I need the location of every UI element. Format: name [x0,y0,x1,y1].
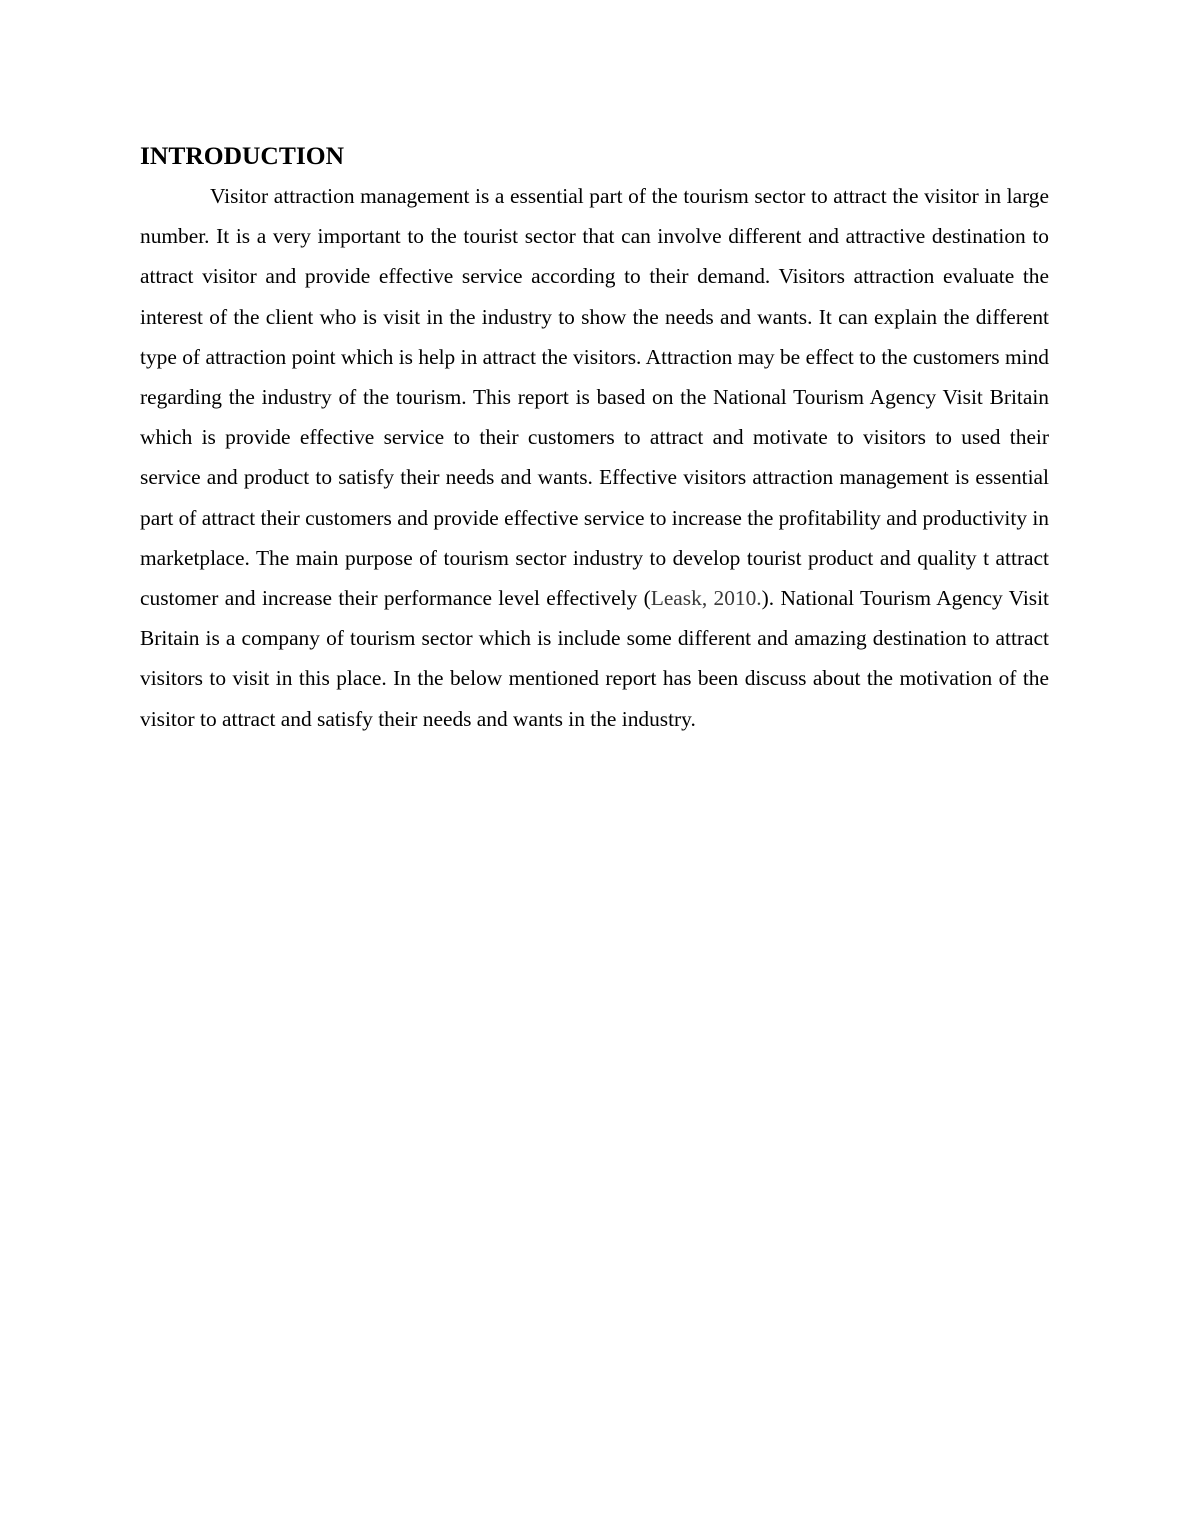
paragraph-text-after-citation: ). National Tourism Agency Visit Britain is a company of tourism sector which is include some different and amazing destination to attract visitors to visit in this place. In the below mentioned report has been discuss about the motivation of the visitor to attract and satisfy their needs and wants in the industry. [140,586,1049,731]
citation: Leask, 2010. [650,586,762,611]
introduction-paragraph [140,176,1049,739]
page-content [140,140,1049,739]
section-heading: INTRODUCTION [140,141,345,170]
paragraph-text-before-citation: Visitor attraction management is a essential part of the tourism sector to attract the visitor in large number. It is a very important to the tourist sector that can involve different and attractive destination to attract visitor and provide effective service according to their demand. Visitors attraction evaluate the interest of the client who is visit in the industry to show the needs and wants. It can explain the different type of attraction point which is help in attract the visitors. Attraction may be effect to the customers mind regarding the industry of the tourism. This report is based on the National Tourism Agency Visit Britain which is provide effective service to their customers to attract and motivate to visitors to used their service and product to satisfy their needs and wants. Effective visitors attraction management is essential part of attract their customers and provide effective service to increase the profitability and productivity in marketplace. The main purpose of tourism sector industry to develop tourist product and quality t attract customer and increase their performance level effectively ( [140,184,1049,611]
